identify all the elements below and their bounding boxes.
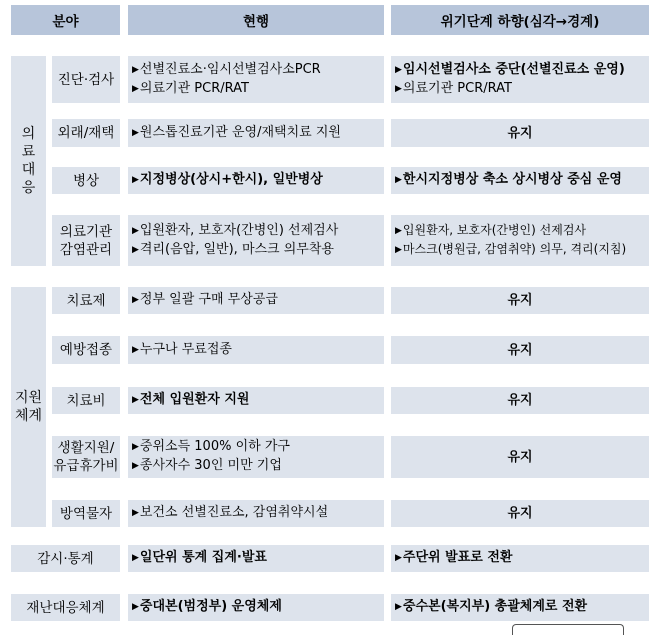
current-vaccination: [128, 336, 384, 364]
list-item: ▶종사자수 30인 미만 기업: [132, 458, 282, 473]
list-item: ▶원스톱진료기관 운영/재택치료 지원: [132, 124, 341, 140]
current-outpatient: [128, 119, 384, 147]
new-infection-control: [391, 215, 649, 266]
current-beds: [128, 167, 384, 194]
category-quarantine-supplies: 방역물자: [52, 500, 120, 527]
list-item: ▶일단위 통계 집계·발표: [132, 550, 267, 565]
current-diagnosis: [128, 56, 384, 103]
list-item: ▶전체 입원환자 지원: [132, 392, 250, 407]
new-beds: [391, 167, 649, 194]
new-treatment-cost: 유지: [391, 387, 649, 414]
list-item: ▶선별진료소·임시선별검사소PCR: [132, 61, 321, 77]
current-disaster-response: [128, 594, 384, 621]
category-vaccination: 예방접종: [52, 336, 120, 364]
current-living-support: [128, 436, 384, 478]
new-diagnosis: [391, 56, 649, 103]
list-item: ▶누구나 무료접종: [132, 341, 232, 357]
current-treatment-cost: [128, 387, 384, 414]
current-treatment-drug: [128, 287, 384, 314]
category-disaster-response: 재난대응체계: [11, 594, 120, 621]
list-item: ▶의료기관 PCR/RAT: [132, 80, 249, 96]
category-diagnosis: 진단·검사: [52, 56, 120, 103]
list-item: ▶주단위 발표로 전환: [395, 550, 513, 565]
category-monitoring: 감시·통계: [11, 545, 120, 572]
list-item: ▶중위소득 100% 이하 가구: [132, 439, 290, 454]
category-outpatient: 외래/재택: [52, 119, 120, 147]
list-item: ▶중대본(범정부) 운영체제: [132, 599, 282, 614]
category-living-support: 생활지원/ 유급휴가비: [52, 436, 120, 478]
new-living-support: 유지: [391, 436, 649, 478]
list-item: ▶보건소 선별진료소, 감염취약시설: [132, 505, 329, 520]
category-beds: 병상: [52, 167, 120, 194]
list-item: ▶임시선별검사소 중단(선별진료소 운영): [395, 61, 625, 77]
category-treatment-drug: 치료제: [52, 287, 120, 314]
list-item: ▶정부 일괄 구매 무상공급: [132, 292, 278, 307]
header-category: 분야: [11, 5, 120, 35]
new-disaster-response: [391, 594, 649, 621]
category-treatment-cost: 치료비: [52, 387, 120, 414]
list-item: ▶입원환자, 보호자(간병인) 선제검사: [395, 222, 587, 237]
list-item: ▶마스크(병원급, 감염취약) 의무, 격리(지침): [395, 241, 627, 256]
current-infection-control: [128, 215, 384, 266]
list-item: ▶입원환자, 보호자(간병인) 선제검사: [132, 222, 339, 238]
header-current: 현행: [128, 5, 384, 35]
bottom-tab-edge: [512, 624, 624, 635]
list-item: ▶격리(음압, 일반), 마스크 의무착용: [132, 241, 334, 257]
list-item: ▶한시지정병상 축소 상시병상 중심 운영: [395, 172, 622, 187]
new-treatment-drug: 유지: [391, 287, 649, 314]
list-item: ▶의료기관 PCR/RAT: [395, 80, 512, 96]
new-vaccination: 유지: [391, 336, 649, 364]
group-label-support: 지원 체계: [11, 287, 46, 527]
new-monitoring: [391, 545, 649, 572]
header-downgrade: 위기단계 하향(심각→경계): [391, 5, 649, 35]
new-outpatient: 유지: [391, 119, 649, 147]
new-quarantine-supplies: 유지: [391, 500, 649, 527]
group-label-medical: 의 료 대 응: [11, 56, 46, 266]
list-item: ▶지정병상(상시+한시), 일반병상: [132, 172, 323, 187]
category-infection-control: 의료기관 감염관리: [52, 215, 120, 266]
current-quarantine-supplies: [128, 500, 384, 527]
current-monitoring: [128, 545, 384, 572]
list-item: ▶중수본(복지부) 총괄체계로 전환: [395, 599, 588, 614]
